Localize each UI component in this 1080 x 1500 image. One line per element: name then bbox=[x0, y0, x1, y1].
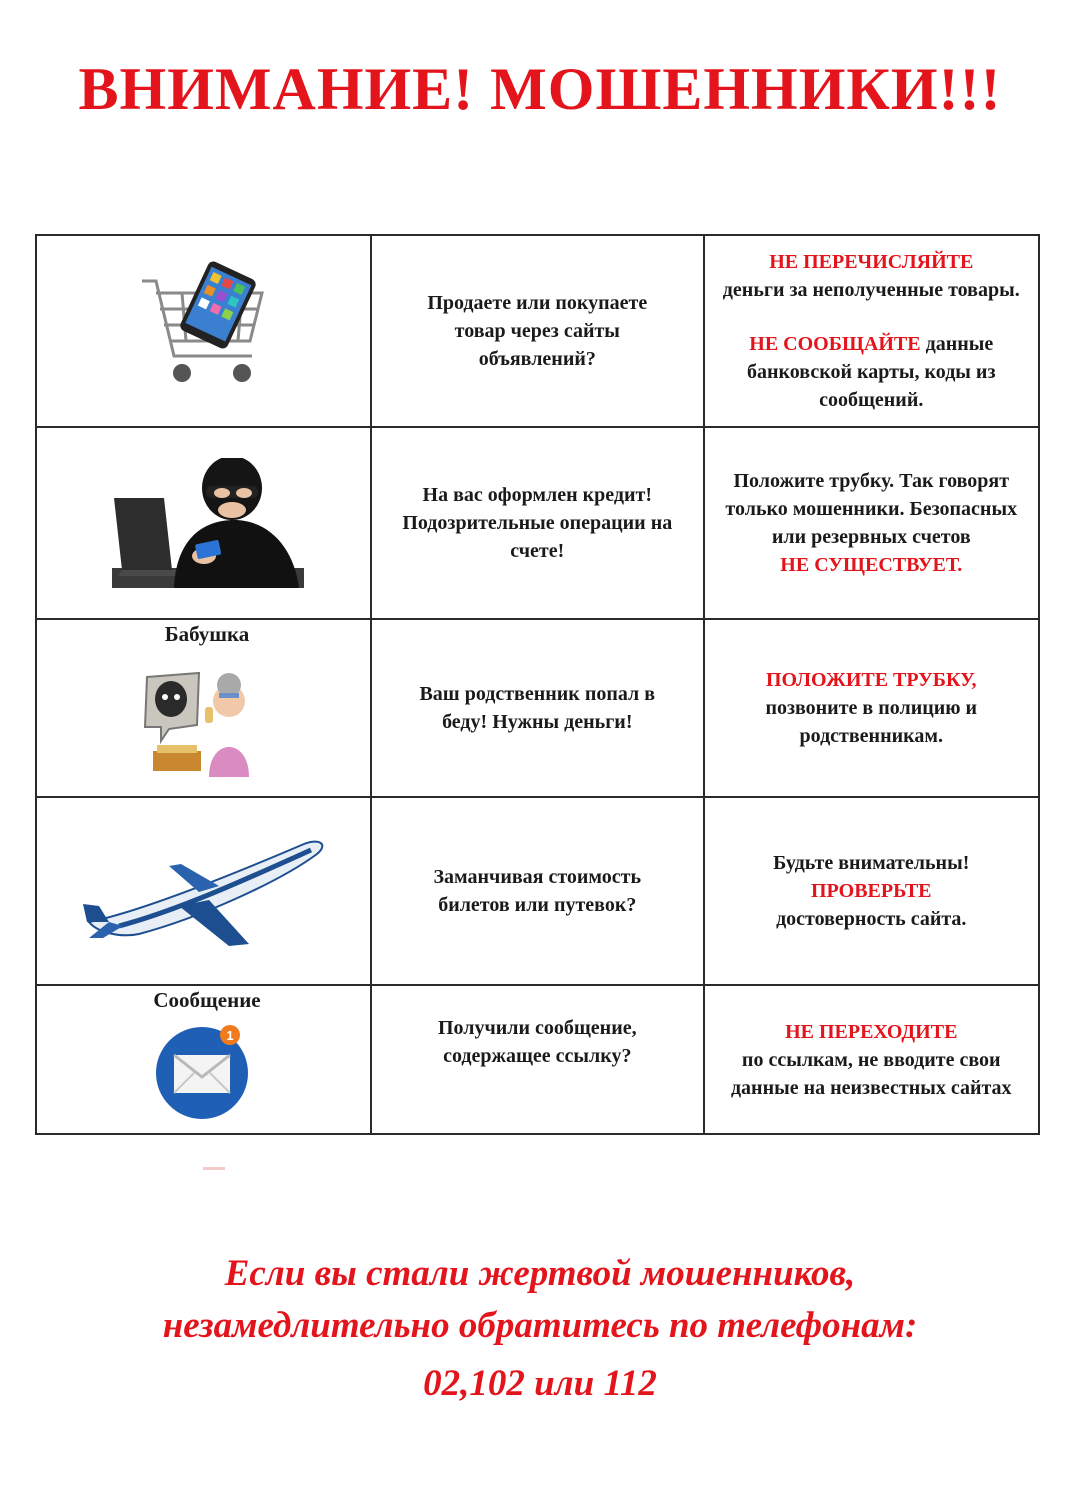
advice-text: Положите трубку. Так говорят только мошенники. Безопасных или резервных счетов bbox=[725, 470, 1018, 548]
advice-text: деньги за неполученные товары. bbox=[722, 279, 1020, 301]
footer-line: незамедлительно обратитесь по телефонам: bbox=[162, 1305, 918, 1346]
warning-text: НЕ ПЕРЕХОДИТЕ bbox=[785, 1020, 958, 1043]
warning-text: ПРОВЕРЬТЕ bbox=[811, 880, 932, 902]
advice-text: данные банковской карты, коды из сообщений. bbox=[747, 333, 996, 411]
table-row bbox=[36, 235, 1039, 427]
advice-cell bbox=[704, 427, 1039, 619]
fraud-table bbox=[35, 234, 1040, 1135]
situation-cell bbox=[371, 235, 703, 427]
airplane-icon bbox=[79, 826, 329, 956]
footer-line: Если вы стали жертвой мошенников, bbox=[224, 1253, 856, 1294]
situation-text: Получили сообщение, содержащее ссылку? bbox=[437, 1017, 637, 1067]
footer-message bbox=[0, 1248, 1080, 1410]
situation-text: Заманчивая стоимость билетов или путевок? bbox=[433, 866, 642, 916]
emergency-phones: 02,102 или 112 bbox=[423, 1363, 657, 1404]
advice-text: достоверность сайта. bbox=[776, 908, 967, 930]
hacker-laptop-icon bbox=[104, 458, 304, 588]
situation-cell bbox=[371, 427, 703, 619]
illustration-cell bbox=[36, 427, 371, 619]
grandma-phone-scam-icon bbox=[139, 667, 269, 777]
table-row bbox=[36, 985, 1039, 1134]
situation-cell bbox=[371, 619, 703, 797]
table-row bbox=[36, 427, 1039, 619]
warning-text: НЕ ПЕРЕЧИСЛЯЙТЕ bbox=[769, 251, 974, 273]
cell-label: Бабушка bbox=[164, 622, 250, 646]
situation-text: Ваш родственник попал в беду! Нужны деньги! bbox=[419, 683, 656, 733]
advice-cell bbox=[704, 235, 1039, 427]
table-row bbox=[36, 619, 1039, 797]
illustration-cell bbox=[36, 235, 371, 427]
situation-cell bbox=[371, 797, 703, 985]
situation-text: На вас оформлен кредит! Подозрительные операции на счете! bbox=[402, 484, 673, 562]
warning-text: ПОЛОЖИТЕ ТРУБКУ, bbox=[765, 669, 977, 691]
shopping-cart-phone-icon bbox=[134, 261, 274, 401]
illustration-cell bbox=[36, 797, 371, 985]
advice-cell bbox=[704, 985, 1039, 1134]
table-row bbox=[36, 797, 1039, 985]
illustration-cell bbox=[36, 985, 371, 1134]
message-envelope-icon bbox=[154, 1021, 254, 1121]
advice-text: позвоните в полицию и родственникам. bbox=[765, 697, 978, 747]
smudge-mark bbox=[203, 1167, 225, 1170]
advice-cell bbox=[704, 797, 1039, 985]
page-title: ВНИМАНИЕ! МОШЕННИКИ!!! bbox=[78, 56, 1002, 122]
situation-text: Продаете или покупаете товар через сайты объявлений? bbox=[427, 292, 648, 370]
cell-label: Сообщение bbox=[153, 988, 261, 1012]
illustration-cell bbox=[36, 619, 371, 797]
notification-badge: 1 bbox=[225, 1027, 234, 1043]
advice-text: по ссылкам, не вводите свои данные на неизвестных сайтах bbox=[730, 1048, 1012, 1099]
warning-text: НЕ СУЩЕСТВУЕТ. bbox=[780, 554, 963, 576]
advice-text: Будьте внимательны! bbox=[773, 852, 970, 874]
advice-cell bbox=[704, 619, 1039, 797]
situation-cell bbox=[371, 985, 703, 1134]
warning-text: НЕ СООБЩАЙТЕ bbox=[749, 333, 921, 355]
